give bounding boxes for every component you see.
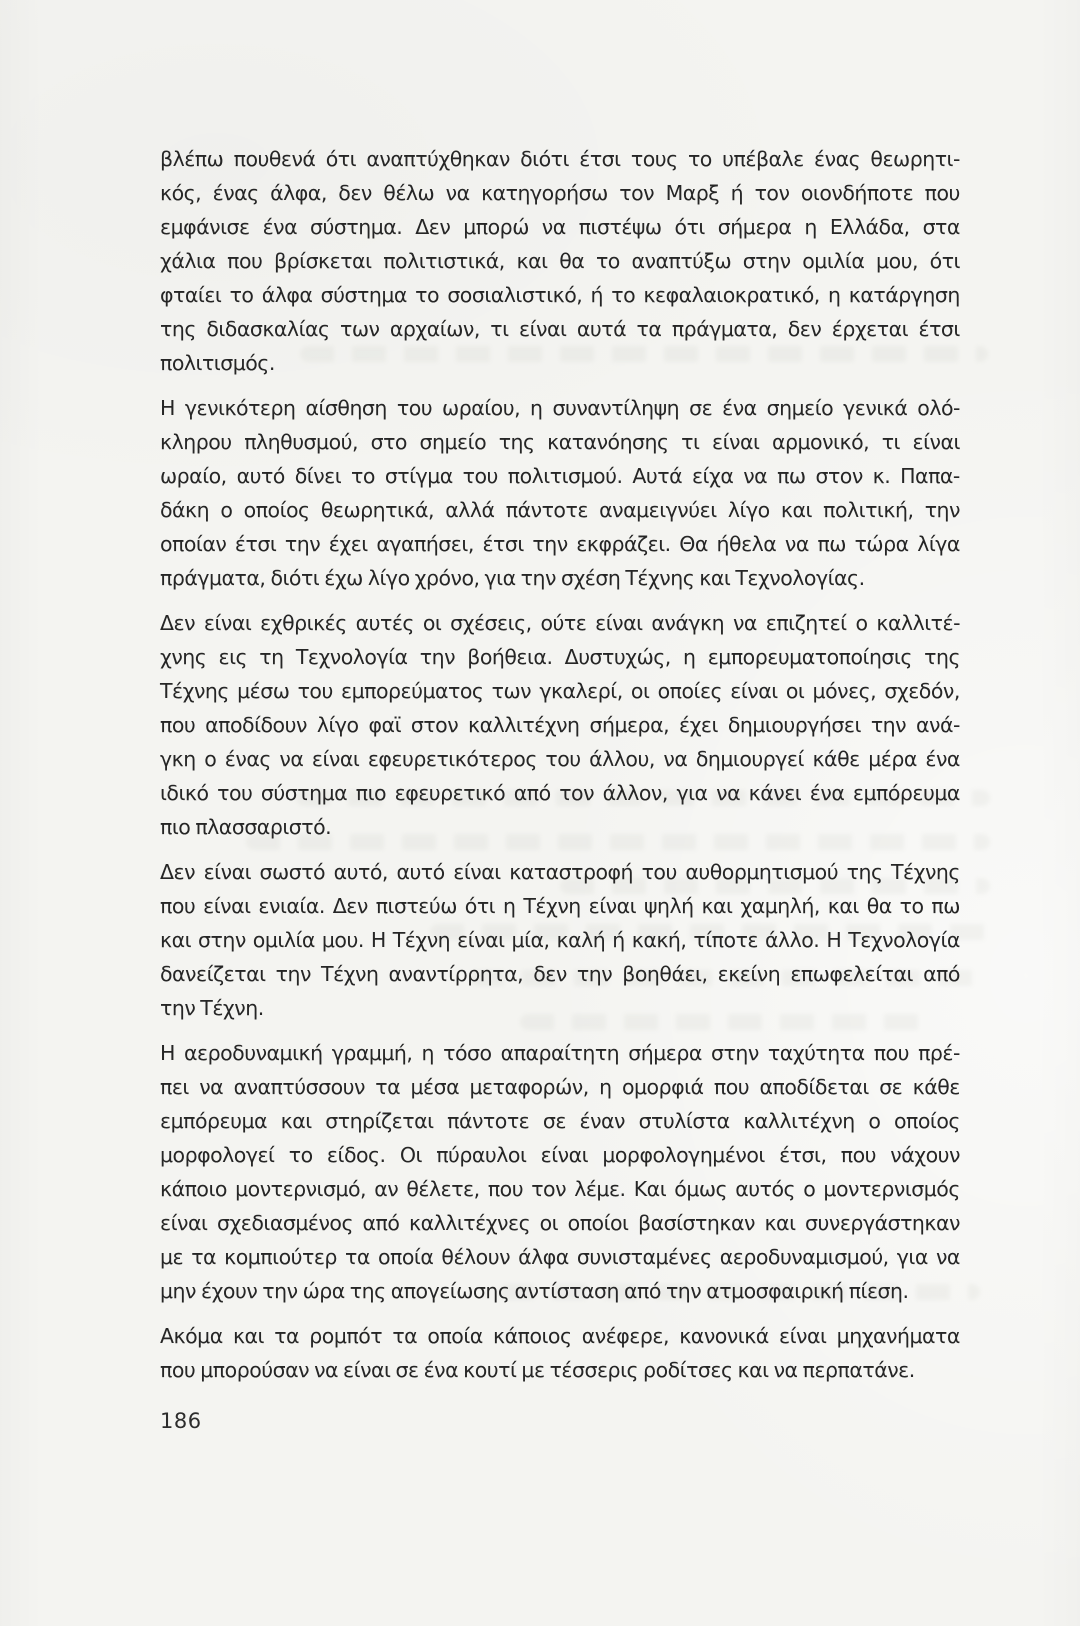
text-line: Δεν είναι εχθρικές αυτές οι σχέσεις, ούτε είναι ανάγκη να επιζητεί ο καλλιτέ- [160,611,960,635]
text-line: Δεν είναι σωστό αυτό, αυτό είναι καταστροφή του αυθορμητισμού της Τέχνης [160,860,960,884]
text-line: πιο πλασσαριστό. [160,815,332,839]
text-line: της διδασκαλίας των αρχαίων, τι είναι αυτά τα πράγματα, δεν έρχεται έτσι [160,317,960,341]
paragraph [160,1319,960,1387]
paragraph [160,1036,960,1308]
text-line: δάκη ο οποίος θεωρητικά, αλλά πάντοτε αναμειγνύει λίγο και πολιτική, την [160,498,960,522]
text-line: γκη ο ένας να είναι εφευρετικότερος του άλλου, να δημιουργεί κάθε μέρα ένα [160,747,960,771]
text-line: μορφολογεί το είδος. Οι πύραυλοι είναι μορφολογημένοι έτσι, που νάχουν [160,1143,960,1167]
text-line: Η αεροδυναμική γραμμή, η τόσο απαραίτητη σήμερα στην ταχύτητα που πρέ- [160,1041,960,1065]
text-line: Ακόμα και τα ρομπότ τα οποία κάποιος ανέφερε, κανονικά είναι μηχανήματα [160,1324,960,1348]
text-line: κληρου πληθυσμού, στο σημείο της κατανόησης τι είναι αρμονικό, τι είναι [160,430,960,454]
text-line: είναι σχεδιασμένος από καλλιτέχνες οι οποίοι βασίστηκαν και συνεργάστηκαν [160,1211,960,1235]
paragraph [160,391,960,595]
text-line: χάλια που βρίσκεται πολιτιστικά, και θα το αναπτύξω στην ομιλία μου, ότι [160,249,960,273]
text-line: εμπόρευμα και στηρίζεται πάντοτε σε έναν στυλίστα καλλιτέχνη ο οποίος [160,1109,960,1133]
text-line: κάποιο μοντερνισμό, αν θέλετε, που τον λέμε. Και όμως αυτός ο μοντερνισμός [160,1177,960,1201]
text-line: με τα κομπιούτερ τα οποία θέλουν άλφα συνισταμένες αεροδυναμισμού, για να [160,1245,960,1269]
text-line: και στην ομιλία μου. Η Τέχνη είναι μία, καλή ή κακή, τίποτε άλλο. Η Τεχνολογία [160,928,960,952]
text-line: φταίει το άλφα σύστημα το σοσιαλιστικό, ή το κεφαλαιοκρατικό, η κατάργηση [160,283,960,307]
text-line: βλέπω πουθενά ότι αναπτύχθηκαν διότι έτσι τους το υπέβαλε ένας θεωρητι- [160,147,960,171]
paragraph [160,855,960,1025]
paragraph [160,142,960,380]
page-number: 186 [160,1409,202,1433]
paragraph [160,606,960,844]
text-line: πολιτισμός. [160,351,275,375]
text-line: οποίαν έτσι την έχει αγαπήσει, έτσι την εκφράζει. Θα ήθελα να πω τώρα λίγα [160,532,960,556]
text-line: που είναι ενιαία. Δεν πιστεύω ότι η Τέχνη είναι ψηλή και χαμηλή, και θα το πω [160,894,960,918]
text-line: χνης εις τη Τεχνολογία την βοήθεια. Δυστυχώς, η εμπορευματοποίησις της [160,645,960,669]
text-line: κός, ένας άλφα, δεν θέλω να κατηγορήσω τον Μαρξ ή τον οιονδήποτε που [160,181,960,205]
text-line: δανείζεται την Τέχνη αναντίρρητα, δεν την βοηθάει, εκείνη επωφελείται από [160,962,960,986]
text-line: Η γενικότερη αίσθηση του ωραίου, η συναντίληψη σε ένα σημείο γενικά ολό- [160,396,960,420]
text-line: πράγματα, διότι έχω λίγο χρόνο, για την σχέση Τέχνης και Τεχνολογίας. [160,566,865,590]
text-line: πει να αναπτύσσουν τα μέσα μεταφορών, η ομορφιά που αποδίδεται σε κάθε [160,1075,960,1099]
text-line: εμφάνισε ένα σύστημα. Δεν μπορώ να πιστέψω ότι σήμερα η Ελλάδα, στα [160,215,960,239]
body-text [160,142,960,1387]
text-line: Τέχνης μέσω του εμπορεύματος των γκαλερί, οι οποίες είναι οι μόνες, σχεδόν, [160,679,960,703]
text-line: που μπορούσαν να είναι σε ένα κουτί με τέσσερις ροδίτσες και να περπατάνε. [160,1358,915,1382]
text-line: μην έχουν την ώρα της απογείωσης αντίσταση από την ατμοσφαιρική πίεση. [160,1279,909,1303]
text-line: ιδικό του σύστημα πιο εφευρετικό από τον άλλον, για να κάνει ένα εμπόρευμα [160,781,960,805]
text-line: ωραίο, αυτό δίνει το στίγμα του πολιτισμού. Αυτά είχα να πω στον κ. Παπα- [160,464,960,488]
text-line: που αποδίδουν λίγο φαϊ στον καλλιτέχνη σήμερα, έχει δημιουργήσει την ανά- [160,713,960,737]
text-line: την Τέχνη. [160,996,264,1020]
